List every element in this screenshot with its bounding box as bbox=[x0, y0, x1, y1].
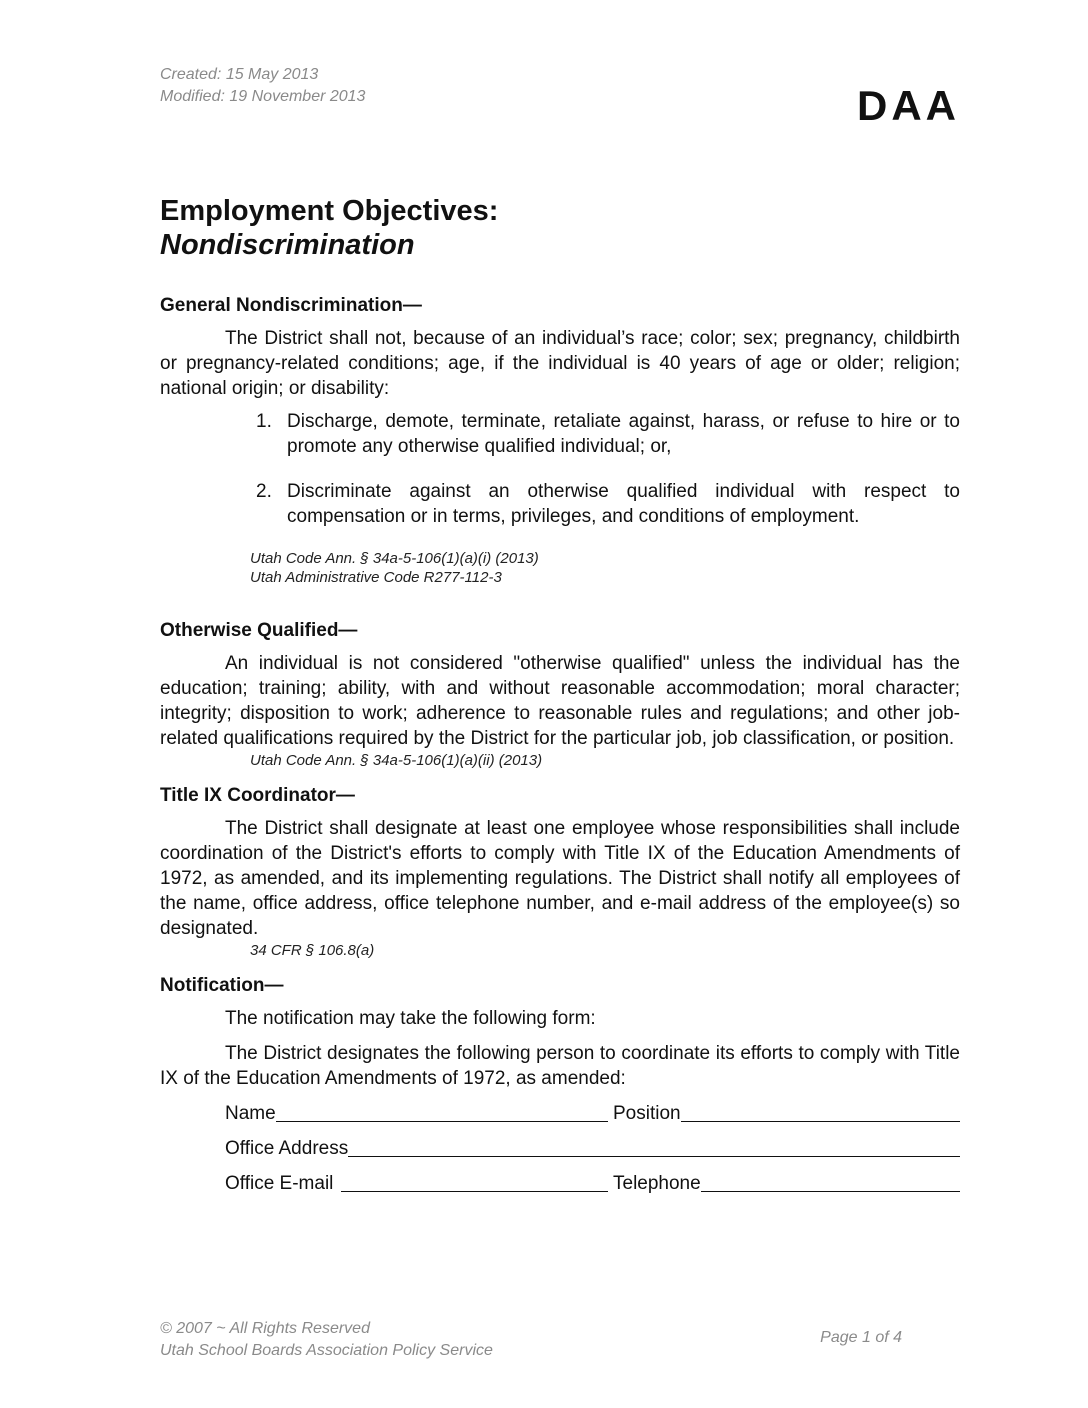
page-title bbox=[160, 194, 498, 262]
form-row-name-position bbox=[225, 1101, 960, 1126]
section-notification bbox=[160, 974, 960, 1196]
copyright-text: © 2007 ~ All Rights Reserved bbox=[160, 1320, 370, 1337]
document-meta bbox=[160, 64, 365, 108]
prohibited-actions-list bbox=[256, 409, 960, 529]
office-address-label: Office Address bbox=[225, 1138, 349, 1159]
list-item-text: Discriminate against an otherwise qualified individual with respect to compensation or in terms, privileges, and conditions of employment. bbox=[287, 481, 960, 527]
telephone-blank-line[interactable] bbox=[701, 1171, 960, 1192]
title-main: Employment Objectives: bbox=[160, 195, 499, 227]
citation: Utah Code Ann. § 34a-5-106(1)(a)(ii) (2013) bbox=[250, 752, 543, 769]
list-item-text: Discharge, demote, terminate, retaliate against, harass, or refuse to hire or to promote any otherwise qualified individual; or, bbox=[287, 411, 960, 457]
publisher-text: Utah School Boards Association Policy Service bbox=[160, 1342, 493, 1359]
section-heading: Otherwise Qualified— bbox=[160, 620, 358, 641]
list-item-number: 2. bbox=[256, 481, 272, 502]
section-heading: Title IX Coordinator— bbox=[160, 785, 355, 806]
form-row-email-telephone bbox=[225, 1171, 960, 1196]
office-email-blank-line[interactable] bbox=[341, 1171, 608, 1192]
policy-code: DAA bbox=[857, 82, 960, 129]
policy-content bbox=[160, 294, 960, 1196]
section-title-ix bbox=[160, 784, 960, 960]
office-address-field[interactable] bbox=[225, 1136, 960, 1161]
list-item bbox=[256, 409, 960, 459]
footer-copyright bbox=[160, 1318, 493, 1362]
list-item bbox=[256, 479, 960, 529]
section-body: An individual is not considered "otherwise qualified" unless the individual has the education; training; ability, with and without reasonable accommodation; moral character; integrity; disposition to work; adherence to reasonable rules and regulations; and other job-related qualifications required by the District for the particular job, job classification, or position. bbox=[160, 653, 960, 749]
notification-designation: The District designates the following person to coordinate its efforts to comply with Title IX of the Education Amendments of 1972, as amended: bbox=[160, 1043, 960, 1089]
citation: Utah Code Ann. § 34a-5-106(1)(a)(i) (2013) bbox=[250, 550, 539, 567]
section-qualified bbox=[160, 619, 960, 770]
position-blank-line[interactable] bbox=[681, 1101, 960, 1122]
name-field[interactable] bbox=[225, 1101, 608, 1126]
name-label: Name bbox=[225, 1103, 276, 1124]
section-heading: General Nondiscrimination— bbox=[160, 295, 422, 316]
created-date: Created: 15 May 2013 bbox=[160, 66, 319, 83]
modified-date: Modified: 19 November 2013 bbox=[160, 88, 366, 105]
section-general bbox=[160, 294, 960, 587]
citation: 34 CFR § 106.8(a) bbox=[250, 942, 375, 959]
section-body: The District shall designate at least one employee whose responsibilities shall include coordination of the District's efforts to comply with Title IX of the Education Amendments of 1972, as amended, and its implementing regulations. The District shall notify all employees of the name, office address, office telephone number, and e-mail address of the employee(s) so designated. bbox=[160, 818, 960, 939]
position-field[interactable] bbox=[613, 1101, 960, 1126]
form-row-address bbox=[225, 1136, 960, 1161]
list-item-number: 1. bbox=[256, 411, 272, 432]
telephone-label: Telephone bbox=[613, 1173, 701, 1194]
citation: Utah Administrative Code R277-112-3 bbox=[250, 569, 502, 586]
position-label: Position bbox=[613, 1103, 681, 1124]
office-email-label: Office E-mail bbox=[225, 1173, 334, 1194]
page-number: Page 1 of 4 bbox=[820, 1329, 902, 1346]
office-email-field[interactable] bbox=[225, 1171, 608, 1196]
telephone-field[interactable] bbox=[613, 1171, 960, 1196]
office-address-blank-line[interactable] bbox=[348, 1136, 960, 1157]
notification-intro: The notification may take the following form: bbox=[225, 1008, 596, 1029]
name-blank-line[interactable] bbox=[276, 1101, 608, 1122]
title-sub: Nondiscrimination bbox=[160, 229, 415, 261]
section-intro: The District shall not, because of an individual’s race; color; sex; pregnancy, childbirth or pregnancy-related conditions; age, if the individual is 40 years of age or older; religion; national origin; or disability: bbox=[160, 328, 960, 399]
section-heading: Notification— bbox=[160, 975, 284, 996]
